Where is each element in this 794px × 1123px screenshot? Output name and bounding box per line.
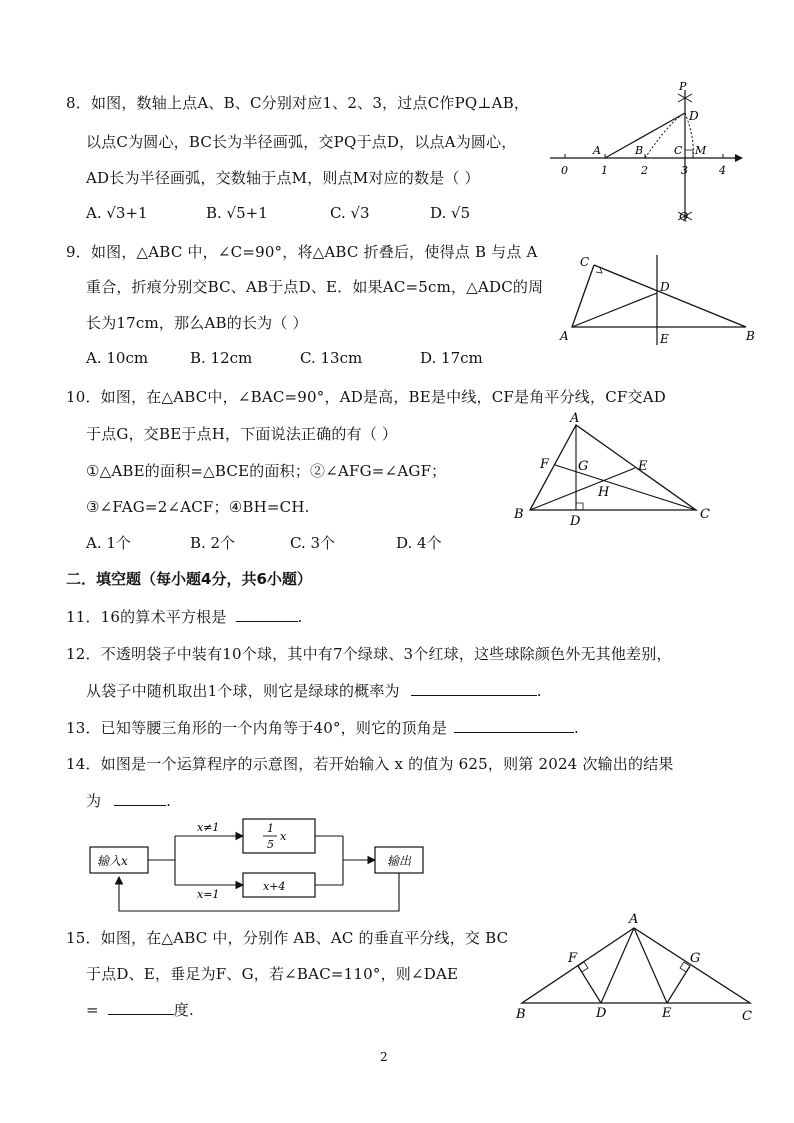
q9-triangle-figure [560, 250, 760, 350]
q9-label-c: C [580, 255, 590, 269]
q14-cond-one: x=1 [197, 888, 220, 901]
q8-tick-0: 0 [561, 164, 568, 177]
q10-label-g: G [578, 459, 589, 474]
q13-line [66, 717, 579, 738]
q8-option-d[interactable]: D. √5 [430, 204, 471, 222]
q9-line-1: 9．如图，△ABC 中，∠C=90°，将△ABC 折叠后，使得点 B 与点 A [66, 243, 538, 261]
q8-option-a[interactable]: A. √3+1 [86, 204, 148, 222]
q9-line-2: 重合，折痕分别交BC、AB于点D、E．如果AC=5cm，△ADC的周 [86, 278, 544, 296]
q10-line-3: ①△ABE的面积=△BCE的面积；②∠AFG=∠AGF； [86, 462, 447, 480]
q11-text: 11．16的算术平方根是 [66, 608, 227, 626]
q15-label-a: A [629, 912, 639, 927]
q9-option-b[interactable]: B. 12cm [190, 349, 253, 367]
q10-label-b: B [514, 507, 524, 522]
q13-answer-blank[interactable] [454, 718, 574, 733]
q13-end: . [574, 719, 580, 737]
q10-label-e: E [638, 459, 648, 474]
q15-line-3 [86, 999, 194, 1020]
q8-line-3: AD长为半径画弧，交数轴于点M，则点M对应的数是（ ） [86, 169, 480, 187]
q8-tick-3: 3 [681, 164, 688, 177]
q15-label-d: D [596, 1006, 607, 1021]
q15-label-g: G [690, 951, 701, 966]
q9-label-d: D [660, 280, 670, 294]
q10-label-d: D [570, 514, 581, 529]
q15-line-1: 15．如图，在△ABC 中，分别作 AB、AC 的垂直平分线，交 BC [66, 929, 509, 947]
q14-flowchart [85, 815, 435, 915]
q10-label-f: F [540, 457, 550, 472]
q9-option-c[interactable]: C. 13cm [300, 349, 363, 367]
q10-label-c: C [700, 507, 710, 522]
q15-label-f: F [568, 951, 578, 966]
q8-label-a: A [593, 144, 601, 157]
q14-op1-numerator: 1 [267, 822, 274, 835]
q15-label-b: B [516, 1007, 526, 1022]
q14-end: . [166, 792, 172, 810]
q14-cond-not-one: x≠1 [197, 821, 220, 834]
q8-tick-1: 1 [601, 164, 608, 177]
q10-label-a: A [570, 411, 580, 426]
q15-end: 度. [173, 1001, 194, 1019]
q9-label-e: E [660, 332, 669, 346]
q8-label-c: C [674, 144, 683, 157]
q15-label-c: C [742, 1009, 752, 1024]
q14-answer-blank[interactable] [114, 791, 166, 806]
q14-input-box-label: 输入x [97, 854, 128, 868]
q10-line-2: 于点G，交BE于点H，下面说法正确的有（ ） [86, 425, 398, 443]
section-2-heading: 二．填空题（每小题4分，共6小题） [66, 570, 312, 588]
q10-option-a[interactable]: A. 1个 [86, 534, 131, 552]
q11-end: . [297, 608, 303, 626]
q15-line-2: 于点D、E，垂足为F、G，若∠BAC=110°，则∠DAE [86, 965, 459, 983]
q8-line-1: 8．如图，数轴上点A、B、C分别对应1、2、3，过点C作PQ⊥AB， [66, 94, 530, 112]
q8-option-c[interactable]: C. √3 [330, 204, 370, 222]
q9-option-d[interactable]: D. 17cm [420, 349, 483, 367]
q8-number-line-figure [545, 80, 745, 230]
q8-label-m: M [695, 144, 707, 157]
q12-answer-blank[interactable] [411, 681, 537, 696]
q8-line-2: 以点C为圆心，BC长为半径画弧，交PQ于点D，以点A为圆心， [86, 133, 517, 151]
q8-label-d: D [689, 109, 699, 123]
q10-option-b[interactable]: B. 2个 [190, 534, 236, 552]
q14-line-2 [86, 790, 171, 811]
q12-line-1: 12．不透明袋子中装有10个球，其中有7个绿球、3个红球，这些球除颜色外无其他差别， [66, 645, 672, 663]
q12-line-2 [86, 680, 542, 701]
q14-op1-variable: x [280, 830, 287, 843]
q8-label-p: P [679, 80, 687, 93]
q10-line-1: 10．如图，在△ABC中，∠BAC=90°，AD是高，BE是中线，CF是角平分线，CF交AD [66, 388, 666, 406]
q10-option-c[interactable]: C. 3个 [290, 534, 336, 552]
q8-tick-2: 2 [641, 164, 648, 177]
q12-text: 从袋子中随机取出1个球，则它是绿球的概率为 [86, 682, 400, 700]
q10-triangle-figure [510, 410, 720, 530]
page-number: 2 [380, 1050, 388, 1064]
q15-answer-blank[interactable] [108, 1000, 174, 1015]
q9-label-b: B [746, 329, 755, 343]
q11-answer-blank[interactable] [236, 607, 298, 622]
q11-line [66, 606, 303, 627]
q10-label-h: H [598, 485, 610, 500]
q13-text: 13．已知等腰三角形的一个内角等于40°，则它的顶角是 [66, 719, 448, 737]
q9-line-3: 长为17cm，那么AB的长为（ ） [86, 314, 308, 332]
q10-option-d[interactable]: D. 4个 [396, 534, 442, 552]
q15-text: = [86, 1001, 99, 1019]
q8-label-b: B [635, 144, 644, 157]
q8-option-b[interactable]: B. √5+1 [206, 204, 268, 222]
q8-label-q: Q [679, 210, 689, 223]
q14-line-1: 14．如图是一个运算程序的示意图，若开始输入 x 的值为 625，则第 2024 次输出的结果 [66, 755, 674, 773]
q15-label-e: E [662, 1006, 672, 1021]
q10-line-4: ③∠FAG=2∠ACF；④BH=CH. [86, 498, 310, 516]
q15-triangle-figure [512, 910, 762, 1030]
q9-option-a[interactable]: A. 10cm [86, 349, 149, 367]
q12-end: . [536, 682, 542, 700]
q9-label-a: A [560, 329, 569, 343]
q14-output-box-label: 输出 [387, 854, 412, 868]
q14-op1-denominator: 5 [267, 838, 274, 851]
q14-op2-label: x+4 [263, 880, 286, 893]
q8-tick-4: 4 [719, 164, 726, 177]
q14-text: 为 [86, 792, 102, 810]
